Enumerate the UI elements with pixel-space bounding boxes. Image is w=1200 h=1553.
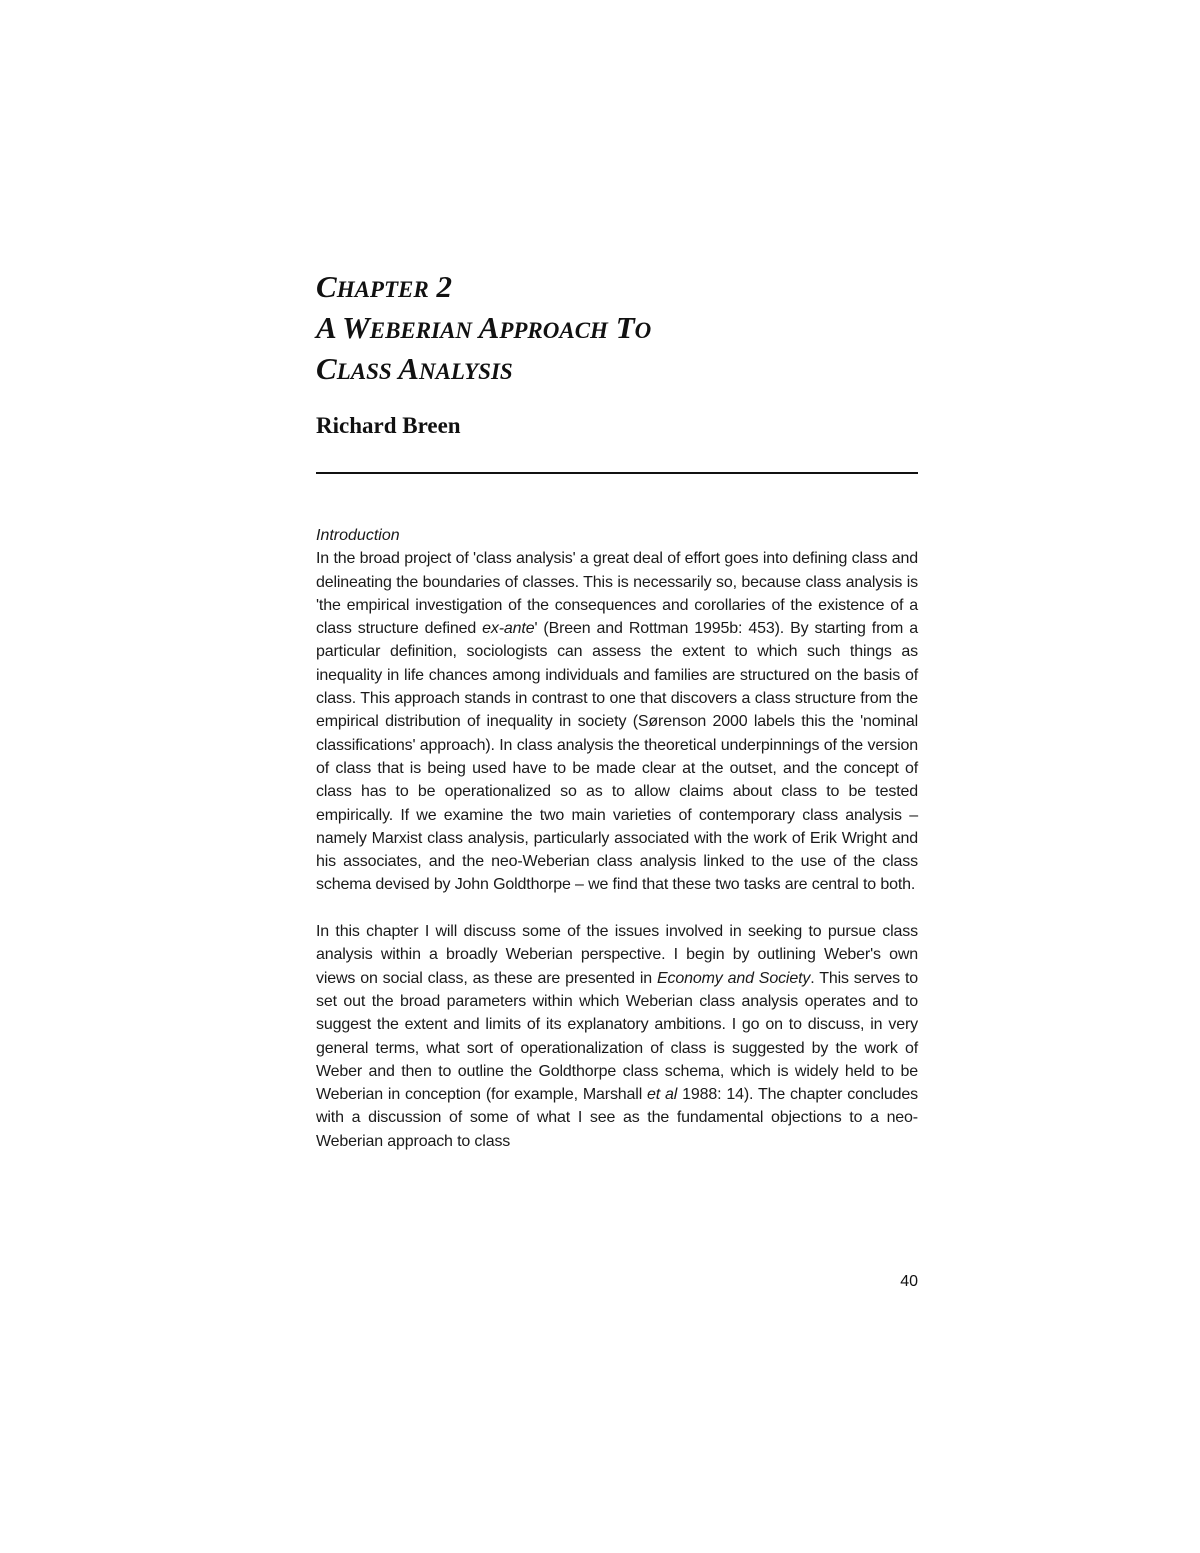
paragraph-1 xyxy=(316,547,918,896)
paragraph-1-italic-1: ex-ante xyxy=(482,620,535,638)
chapter-title-line-1: A WEBERIAN APPROACH TO xyxy=(316,310,652,345)
paragraph-2-part-2: . This serves to set out the broad parameters within which Weberian class analysis operates and to suggest the extent and limits of its explanatory ambitions. I go on to discuss, in very general terms, what sort of operationalization of class is suggested by the work of Weber and then to outline the Goldthorpe class schema, which is widely held to be Weberian in conception (for example, Marshall xyxy=(316,969,919,1104)
author-name: Richard Breen xyxy=(316,413,461,438)
paragraph-2-part-3: 1988: 14). The chapter concludes with a discussion of some of what I see as the fundamental objections to a neo-Weberian approach to class xyxy=(316,1086,918,1150)
section-heading: Introduction xyxy=(316,527,400,544)
body-text xyxy=(316,524,918,1153)
chapter-label: CHAPTER 2 xyxy=(316,269,452,304)
title-divider xyxy=(316,472,918,474)
paragraph-2-italic-1: Economy and Society xyxy=(657,969,811,987)
paragraph-2-part-1: In this chapter I will discuss some of the issues involved in seeking to pursue class analysis within a broadly Weberian perspective. I begin by outlining Weber's own views on social class, as these are presented in xyxy=(316,923,918,987)
book-page xyxy=(316,0,918,1553)
paragraph-1-part-1: In the broad project of 'class analysis' a great deal of effort goes into defining class and delineating the boundaries of classes. This is necessarily so, because class analysis is 'the empirical investigation of the consequences and corollaries of the existence of a class structure defined xyxy=(316,550,918,638)
chapter-title xyxy=(316,268,651,391)
paragraph-2-italic-2: et al xyxy=(647,1086,678,1104)
page-number: 40 xyxy=(900,1273,918,1290)
paragraph-1-part-2: ' (Breen and Rottman 1995b: 453). By starting from a particular definition, sociologists can assess the extent to which such things as inequality in life chances among individuals and families are structured on the basis of class. This approach stands in contrast to one that discovers a class structure from the empirical distribution of inequality in society (Sørenson 2000 labels this the 'nominal classifications' approach). In class analysis the theoretical underpinnings of the version of class that is being used have to be made clear at the outset, and the concept of class has to be operationalized so as to allow claims about class to be tested empirically. If we examine the two main varieties of contemporary class analysis – namely Marxist class analysis, particularly associated with the work of Erik Wright and his associates, and the neo-Weberian class analysis linked to the use of the class schema devised by John Goldthorpe – we find that these two tasks are central to both. xyxy=(316,620,918,894)
chapter-title-line-2: CLASS ANALYSIS xyxy=(316,351,513,386)
paragraph-2 xyxy=(316,920,918,1153)
